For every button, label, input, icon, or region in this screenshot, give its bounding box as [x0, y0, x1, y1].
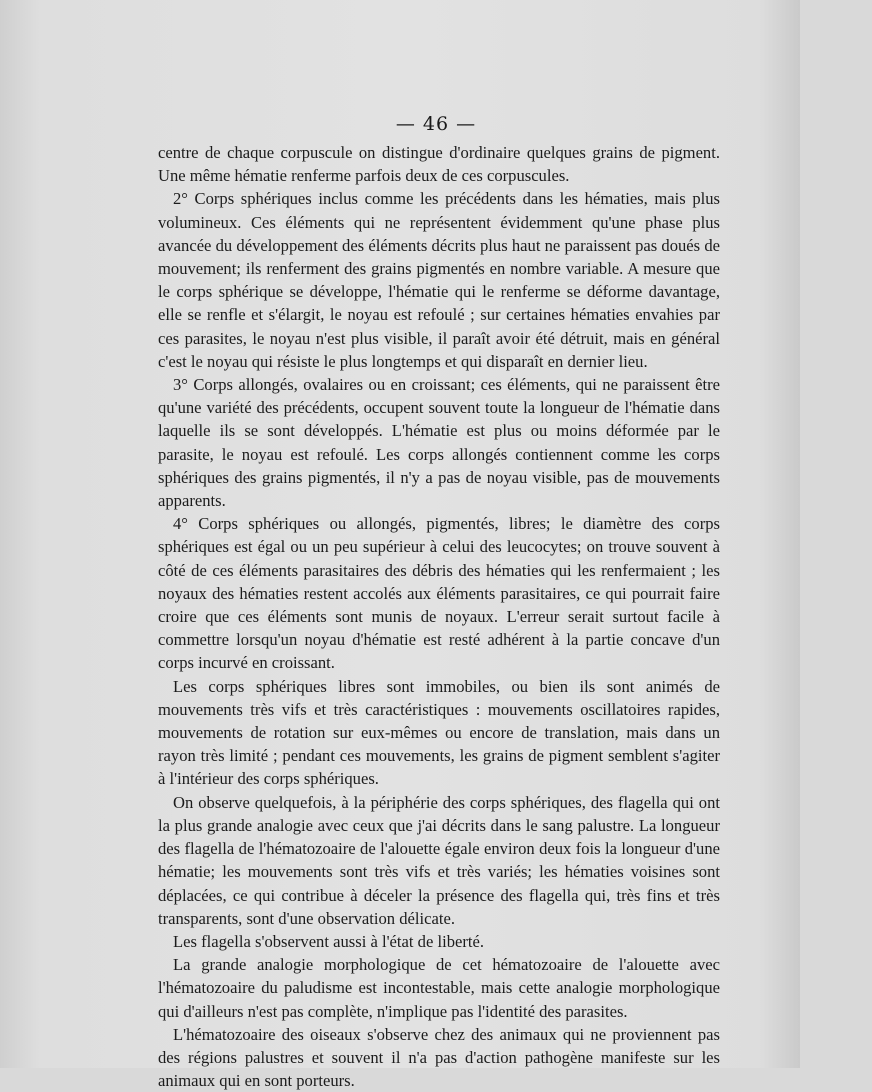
paragraph: 2° Corps sphériques inclus comme les précédents dans les hématies, mais plus volumineux. Ces éléments qui ne représentent évidemment qu'une phase plus avancée du développement des éléments décrits plus haut ne paraissent pas doués de mouvement; ils renferment des grains pigmentés en nombre variable. A mesure que le corps sphérique se développe, l'hématie qui le renferme se déforme davantage, elle se renfle et s'élargit, le noyau est refoulé ; sur certaines hématies envahies par ces parasites, le noyau n'est plus visible, il paraît avoir été détruit, mais en général c'est le noyau qui résiste le plus longtemps et qui disparaît en dernier lieu.: [158, 189, 720, 371]
paragraph: Les flagella s'observent aussi à l'état de liberté.: [173, 931, 485, 951]
paragraph: 3° Corps allongés, ovalaires ou en croissant; ces éléments, qui ne paraissent être qu'une variété des précédents, occupent souvent toute la longueur de l'hématie dans laquelle ils se sont développés. L'hématie est plus ou moins déformée par le parasite, le noyau est refoulé. Les corps allongés contiennent comme les corps sphériques des grains pigmentés, il n'y a pas de noyau visible, pas de mouvements apparents.: [158, 375, 720, 511]
paragraph: La grande analogie morphologique de cet hématozoaire de l'alouette avec l'hématozoaire du paludisme est incontestable, mais cette analogie morphologique qui d'ailleurs n'est pas complète, n'implique pas l'identité des parasites.: [158, 955, 720, 1021]
paragraph: Les corps sphériques libres sont immobiles, ou bien ils sont animés de mouvements très vifs et très caractéristiques : mouvements oscillatoires rapides, mouvements de rotation sur eux-mêmes ou encore de translation, mais dans un rayon très limité ; pendant ces mouvements, les grains de pigment semblent s'agiter à l'intérieur des corps sphériques.: [158, 676, 720, 789]
page-number: — 46 —: [395, 113, 477, 135]
paragraph: On observe quelquefois, à la périphérie des corps sphériques, des flagella qui ont la plus grande analogie avec ceux que j'ai décrits dans le sang palustre. La longueur des flagella de l'hématozoaire de l'alouette égale environ deux fois la longueur d'une hématie; les mouvements sont très vifs et très variés; les hématies voisines sont déplacées, ce qui contribue à déceler la présence des flagella qui, très fins et très transparents, sont d'une observation délicate.: [158, 792, 720, 928]
paragraph: 4° Corps sphériques ou allongés, pigmentés, libres; le diamètre des corps sphériques est égal ou un peu supérieur à celui des leucocytes; on trouve souvent à côté de ces éléments parasitaires des débris des hématies qui les renfermaient ; les noyaux des hématies restent accolés aux éléments parasitaires, ce qui pourrait faire croire que ces éléments sont munis de noyaux. L'erreur serait surtout facile à commettre lorsqu'un noyau d'hématie est resté adhérent à la partie concave d'un corps incurvé en croissant.: [158, 514, 720, 673]
body-text: [158, 141, 720, 1092]
paragraph: centre de chaque corpuscule on distingue d'ordinaire quelques grains de pigment. Une même hématie renferme parfois deux de ces corpuscules.: [158, 143, 720, 186]
paragraph: L'hématozoaire des oiseaux s'observe chez des animaux qui ne proviennent pas des régions palustres et souvent il n'a pas d'action pathogène manifeste sur les animaux qui en sont porteurs.: [158, 1024, 720, 1091]
